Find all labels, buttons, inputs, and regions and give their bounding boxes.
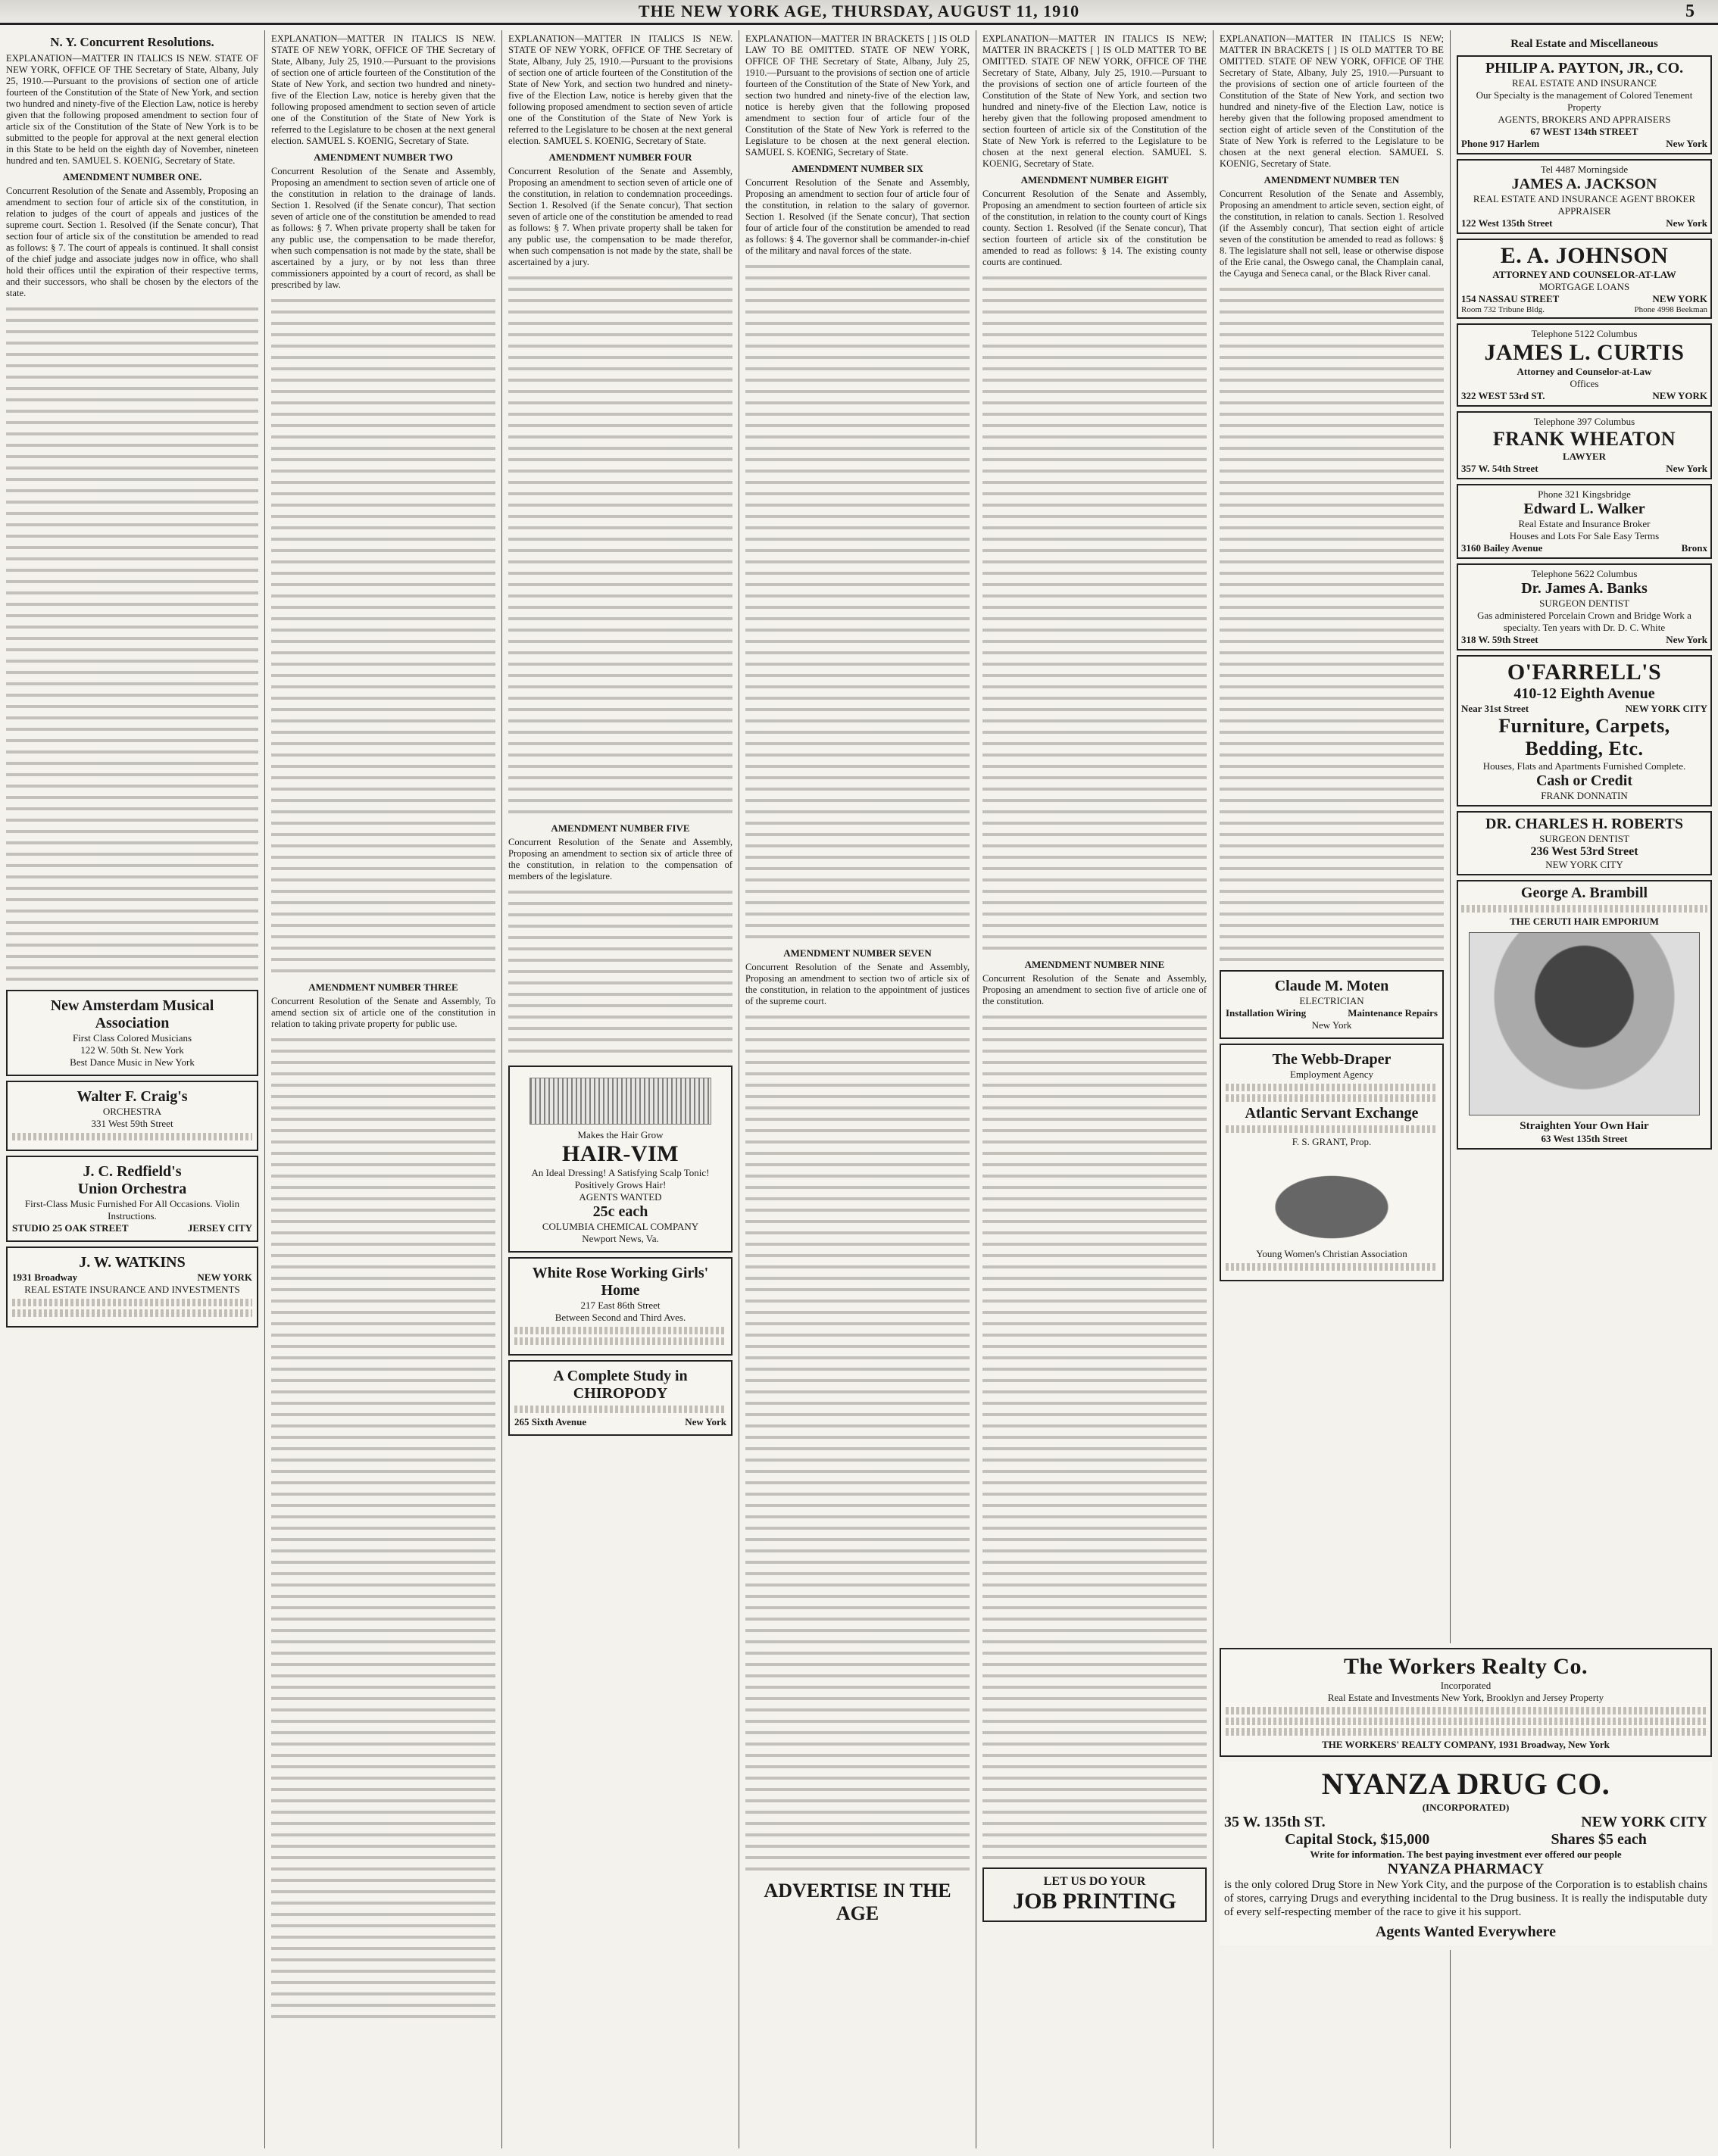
ad-title: FRANK WHEATON — [1492, 428, 1676, 450]
ad-line: LET US DO YOUR — [1043, 1875, 1146, 1888]
ad-company: COLUMBIA CHEMICAL COMPANY — [542, 1221, 699, 1232]
ad-goods: Furniture, Carpets, Bedding, Etc. — [1498, 715, 1670, 760]
ad-subtitle: REAL ESTATE AND INSURANCE — [1512, 77, 1657, 89]
notice-intro: EXPLANATION—MATTER IN ITALICS IS NEW; MATTER IN BRACKETS [ ] IS OLD MATTER TO BE OMITTED. STATE OF NEW YORK, OFFICE OF THE Secretary of State, Albany, July 25, 1910.—Pursuant to the provisions of section one of article fourteen of the Constitution of the State of New York, and section two hundred and ninety-five of the Election Law, notice is hereby given that the following proposed amendment to section fourteen of article six of the Constitution of the State of New York is referred to the Legislature to be chosen at the next general election. SAMUEL S. KOENIG, Secretary of State. — [982, 33, 1207, 169]
ad-shares: Shares $5 each — [1551, 1831, 1647, 1848]
amendment-title: AMENDMENT NUMBER TEN — [1264, 174, 1400, 186]
ad-address: 154 NASSAU STREET — [1461, 293, 1560, 304]
amendment-title: AMENDMENT NUMBER ONE. — [62, 171, 202, 183]
amendment-title: AMENDMENT NUMBER SEVEN — [783, 947, 932, 959]
ad-chiropody — [508, 1360, 732, 1436]
notice-body: Concurrent Resolution of the Senate and Assembly, Proposing an amendment to section fourteen of article six of the constitution, in relation to the county court of Kings county. Section 1. Resolved (if the Senate concur), That section fourteen of article six of the constitution be amended to read as follows: § 14. The existing county courts are continued. — [982, 189, 1207, 267]
ad-phone: Telephone 397 Columbus — [1533, 416, 1635, 427]
ad-watkins — [6, 1246, 258, 1328]
notice-body: Concurrent Resolution of the Senate and Assembly, Proposing an amendment to section four of article six of the constitution, in relation to judges of the court of appeals and justices of the supreme court. Section 1. Resolved (if the Senate concur), That section four of article six of the constitution be amended to read as follows: § 7. The court of appeals is continued. It shall consist of the chief judge and associate judges now in office, who shall hold their offices until the expiration of their respective terms, and their successors, who shall be chosen by the electors of the state. — [6, 186, 258, 298]
notice-body: Concurrent Resolution of the Senate and Assembly, Proposing an amendment to section seven of article one of the constitution in relation to the drainage of lands. Section 1. Resolved (if the Senate concur), That section seven of article one of the constitution be amended to read as follows: § 7. When private property shall be taken for any public use, the compensation to be made therefor, when such compensation is not made by the state, shall be ascertained by a jury, or by not less than three commissioners appointed by a court of record, as shall be prescribed by law. — [271, 166, 495, 290]
ad-terms: Cash or Credit — [1535, 772, 1633, 789]
ad-address: STUDIO 25 OAK STREET — [12, 1222, 129, 1234]
ad-line: Houses, Flats and Apartments Furnished Complete. — [1482, 760, 1686, 772]
ad-city: New York — [1311, 1019, 1352, 1031]
ad-right: Maintenance Repairs — [1348, 1007, 1438, 1019]
bottom-ads — [1214, 1643, 1718, 1950]
ad-footer: THE WORKERS' REALTY COMPANY, 1931 Broadway, New York — [1322, 1739, 1610, 1750]
masthead-title: THE NEW YORK AGE, THURSDAY, AUGUST 11, 1910 — [638, 2, 1080, 20]
ad-title: Dr. James A. Banks — [1521, 580, 1648, 597]
ad-title: George A. Brambill — [1520, 885, 1648, 901]
ad-craig-orchestra — [6, 1081, 258, 1151]
ad-phone: Phone 4998 Beekman — [1634, 305, 1707, 314]
ad-roberts — [1457, 811, 1712, 875]
ad-line: First-Class Music Furnished For All Occasions. Violin Instructions. — [24, 1198, 240, 1222]
ad-hair-vim — [508, 1066, 732, 1253]
ad-title: E. A. JOHNSON — [1500, 243, 1669, 268]
section-header: Real Estate and Miscellaneous — [1510, 38, 1658, 50]
ad-phone: Phone 321 Kingsbridge — [1538, 488, 1631, 500]
ad-address: 3160 Bailey Avenue — [1461, 542, 1543, 554]
ad-city: JERSEY CITY — [187, 1222, 252, 1234]
notice-intro: EXPLANATION—MATTER IN BRACKETS [ ] IS OLD LAW TO BE OMITTED. STATE OF NEW YORK, OFFICE OF THE Secretary of State, Albany, July 25, 1910.—Pursuant to the provisions of section one of article fourteen of the Constitution of the State of New York, and section two hundred and ninety-five of the election law, notice is hereby given that the following proposed amendment to section four of article four of the Constitution of the State of New York is referred to the Legislature to be chosen at the next general election. SAMUEL S. KOENIG, Secretary of State. — [745, 33, 970, 158]
ad-subtitle: Union Orchestra — [77, 1181, 187, 1197]
ad-subtitle: (INCORPORATED) — [1422, 1802, 1510, 1813]
ad-pharmacy: NYANZA PHARMACY — [1387, 1861, 1545, 1877]
amendment-title: AMENDMENT NUMBER THREE — [308, 981, 458, 993]
ad-title: The Workers Realty Co. — [1343, 1654, 1588, 1679]
ad-title: White Rose Working Girls' Home — [532, 1265, 709, 1299]
ad-banks — [1457, 563, 1712, 651]
illegible-text-block — [982, 273, 1207, 954]
ad-tagline: Best Dance Music in New York — [70, 1056, 195, 1068]
illegible-text-block — [508, 887, 732, 1061]
ad-near: Near 31st Street — [1461, 703, 1529, 714]
ad-address: 63 West 135th Street — [1541, 1133, 1628, 1144]
ad-subtitle: Between Second and Third Aves. — [554, 1312, 686, 1323]
amendment-title: AMENDMENT NUMBER FOUR — [548, 151, 692, 163]
ad-line: Our Specialty is the management of Colored Tenement Property — [1476, 89, 1693, 113]
masthead — [0, 0, 1718, 25]
ad-city: NEW YORK — [1652, 390, 1707, 401]
notice-intro: EXPLANATION—MATTER IN ITALICS IS NEW. STATE OF NEW YORK, OFFICE OF THE Secretary of State, Albany, July 25, 1910.—Pursuant to the provisions of section one of article fourteen of the Constitution of the State of New York, and section two hundred and ninety-five of the Election Law, notice is hereby given that the following proposed amendment to section four of article six of the Constitution of the State of New York is to be submitted to the people for approval at the next general election in this State to be held on the eighth day of November, nineteen hundred and ten. SAMUEL S. KOENIG, Secretary of State. — [6, 53, 258, 166]
notice-intro: EXPLANATION—MATTER IN ITALICS IS NEW; MATTER IN BRACKETS [ ] IS OLD MATTER TO BE OMITTED. STATE OF NEW YORK, OFFICE OF THE Secretary of State, Albany, July 25, 1910.—Pursuant to the provisions of section one of article fourteen of the Constitution of the State of New York, and section two hundred and ninety-five of the Election Law, notice is hereby given that the following proposed amendment to section eight of article seven of the Constitution of the State of New York is referred to the Legislature to be chosen at the next general election. SAMUEL S. KOENIG, Secretary of State. — [1220, 33, 1444, 169]
ad-subtitle: REAL ESTATE AND INSURANCE AGENT BROKER APPRAISER — [1473, 193, 1696, 217]
ad-city: NEW YORK — [1652, 293, 1707, 304]
woman-portrait-illustration — [1469, 932, 1700, 1115]
ad-title: Claude M. Moten — [1274, 978, 1389, 994]
ad-subtitle: First Class Colored Musicians — [72, 1032, 192, 1044]
illegible-text-block — [1220, 284, 1444, 966]
illegible-text-block — [6, 304, 258, 985]
illegible-text-block — [745, 261, 970, 943]
ad-line: Real Estate and Investments New York, Brooklyn and Jersey Property — [1327, 1692, 1604, 1703]
section-heading: N. Y. Concurrent Resolutions. — [50, 35, 214, 49]
ad-address: 122 W. 50th St. New York — [80, 1044, 184, 1056]
ad-subtitle: THE CERUTI HAIR EMPORIUM — [1510, 916, 1659, 927]
ad-title: New Amsterdam Musical Association — [50, 997, 214, 1031]
column-1 — [0, 30, 265, 2148]
ad-title: J. C. Redfield's — [83, 1163, 182, 1180]
ad-city: NEW YORK CITY — [1581, 1814, 1707, 1830]
notice-body: Concurrent Resolution of the Senate and Assembly, Proposing an amendment to section seven of article one of the constitution, in relation to condemnation proceedings. Section 1. Resolved (if the Senate concur), That section seven of article one of the constitution be amended to read as follows: § 7. When private property shall be taken for any public use, the compensation to be made therefor, when such compensation is not made by the state, shall be ascertained by a jury. — [508, 166, 732, 267]
ad-claude-moten — [1220, 970, 1444, 1039]
ad-subtitle: SURGEON DENTIST — [1539, 598, 1629, 609]
ad-subtitle: Attorney and Counselor-at-Law — [1517, 366, 1652, 377]
ad-capital: Capital Stock, $15,000 — [1285, 1831, 1430, 1848]
amendment-title: AMENDMENT NUMBER FIVE — [551, 822, 690, 834]
ad-title: HAIR-VIM — [562, 1141, 679, 1166]
amendment-title: AMENDMENT NUMBER EIGHT — [1020, 174, 1169, 186]
ad-walker — [1457, 484, 1712, 559]
ad-line: Houses and Lots For Sale Easy Terms — [1509, 530, 1660, 541]
ad-city: New York — [685, 1416, 726, 1427]
ad-title-2: Straighten Your Own Hair — [1520, 1120, 1649, 1132]
ad-nyanza — [1220, 1761, 1712, 1945]
ad-city: NEW YORK CITY — [1625, 703, 1707, 714]
ad-address: 318 W. 59th Street — [1461, 634, 1538, 645]
page-number: 5 — [1685, 2, 1695, 21]
ad-offices: Offices — [1570, 378, 1599, 389]
job-printing-ad — [982, 1867, 1207, 1922]
advertise-banner: ADVERTISE IN THE AGE — [764, 1880, 951, 1924]
ad-wheaton — [1457, 411, 1712, 479]
ad-line: An Ideal Dressing! A Satisfying Scalp Tonic! Positively Grows Hair! — [531, 1167, 710, 1190]
ad-address: 322 WEST 53rd ST. — [1461, 390, 1545, 401]
notice-body: Concurrent Resolution of the Senate and Assembly, Proposing an amendment to section two of article six of the constitution, in relation to the appointment of justices of the supreme court. — [745, 962, 970, 1006]
ad-address: 265 Sixth Avenue — [514, 1416, 587, 1427]
ad-agents: AGENTS, BROKERS AND APPRAISERS — [1498, 114, 1671, 125]
ad-owner: FRANK DONNATIN — [1541, 790, 1628, 801]
ad-city: Newport News, Va. — [582, 1233, 659, 1244]
ad-city: New York — [1666, 217, 1707, 229]
ad-city: New York — [1666, 463, 1707, 474]
ad-subtitle: ATTORNEY AND COUNSELOR-AT-LAW — [1492, 269, 1676, 280]
ad-redfield-orchestra — [6, 1156, 258, 1242]
ad-subtitle: SURGEON DENTIST — [1539, 833, 1629, 844]
notice-body: Concurrent Resolution of the Senate and Assembly, Proposing an amendment to section five of article one of the constitution. — [982, 973, 1207, 1006]
ad-phone: Tel 4487 Morningside — [1540, 164, 1629, 175]
ad-city: Bronx — [1681, 542, 1707, 554]
ad-address: 357 W. 54th Street — [1461, 463, 1538, 474]
ad-title: JOB PRINTING — [1013, 1889, 1176, 1914]
ad-address: 217 East 86th Street — [580, 1300, 661, 1311]
ad-title: PHILIP A. PAYTON, JR., CO. — [1485, 60, 1684, 76]
ad-price: 25c each — [592, 1203, 648, 1220]
ad-subtitle: Real Estate and Insurance Broker — [1518, 518, 1651, 529]
ad-exchange: Atlantic Servant Exchange — [1245, 1105, 1419, 1122]
ad-room: Room 732 Tribune Bldg. — [1461, 305, 1545, 314]
column-5 — [976, 30, 1214, 2148]
ad-title: Edward L. Walker — [1523, 501, 1645, 517]
ad-title: O'FARRELL'S — [1507, 660, 1662, 685]
ad-info: Write for information. The best paying investment ever offered our people — [1310, 1849, 1622, 1860]
ad-phone: Telephone 5622 Columbus — [1531, 568, 1638, 579]
ad-payton — [1457, 55, 1712, 154]
ad-subtitle: Employment Agency — [1289, 1069, 1374, 1080]
illegible-text-block — [271, 1034, 495, 2019]
ad-city: NEW YORK CITY — [1545, 859, 1623, 870]
ad-brambill — [1457, 880, 1712, 1150]
ad-white-rose-home — [508, 1257, 732, 1356]
ad-title: NYANZA DRUG CO. — [1321, 1767, 1610, 1801]
ad-subtitle: LAWYER — [1562, 451, 1607, 462]
hair-illustration — [529, 1078, 711, 1125]
ad-title: DR. CHARLES H. ROBERTS — [1485, 816, 1683, 832]
ad-title: JAMES L. CURTIS — [1484, 340, 1685, 365]
ad-address: 67 WEST 134th STREET — [1530, 126, 1638, 137]
ad-city: New York — [1666, 138, 1707, 149]
ad-title: A Complete Study in CHIROPODY — [553, 1368, 688, 1402]
ad-subtitle-2: MORTGAGE LOANS — [1538, 281, 1630, 292]
illegible-text-block — [271, 295, 495, 977]
ad-ofarrells — [1457, 655, 1712, 807]
ad-subtitle: Incorporated — [1440, 1680, 1492, 1691]
notice-intro: EXPLANATION—MATTER IN ITALICS IS NEW. STATE OF NEW YORK, OFFICE OF THE Secretary of State, Albany, July 25, 1910.—Pursuant to the provisions of section one of article fourteen of the Constitution of the State of New York, and section two hundred and ninety-five of the Election Law, notice is hereby given that the following proposed amendment to section seven of article one of the Constitution of the State of New York is referred to the Legislature to be chosen at the next general election. SAMUEL S. KOENIG, Secretary of State. — [271, 33, 495, 146]
ad-address: 35 W. 135th ST. — [1224, 1814, 1326, 1830]
illegible-text-block — [508, 273, 732, 818]
notice-body: Concurrent Resolution of the Senate and Assembly, Proposing an amendment to section four of article four of the constitution, in relation to the salary of governor. Section 1. Resolved (if the Senate concur), That section four of article four of the constitution be amended to read as follows: § 4. The governor shall be commander-in-chief of the military and naval forces of the state. — [745, 177, 970, 256]
ad-address: 410-12 Eighth Avenue — [1513, 685, 1655, 702]
column-4 — [739, 30, 976, 2148]
ad-phone: Telephone 5122 Columbus — [1531, 328, 1638, 339]
ad-title: J. W. WATKINS — [79, 1254, 186, 1271]
ad-webb-draper — [1220, 1044, 1444, 1281]
ad-city: New York — [1666, 634, 1707, 645]
illegible-text-block — [982, 1012, 1207, 1860]
column-2 — [265, 30, 502, 2148]
ad-title: JAMES A. JACKSON — [1511, 176, 1657, 192]
ad-left: Installation Wiring — [1226, 1007, 1307, 1019]
hat-illustration — [1233, 1153, 1430, 1243]
ad-curtis — [1457, 323, 1712, 407]
notice-body: Concurrent Resolution of the Senate and Assembly, Proposing an amendment to article seven, section eight, of the constitution, in relation to canals. Section 1. Resolved (if the Assembly concur), That section eight of article seven of the constitution be amended to read as follows: § 8. The legislature shall not sell, lease or otherwise dispose of the Erie canal, the Oswego canal, the Champlain canal, the Cayuga and Seneca canal, or the Black River canal. — [1220, 189, 1444, 279]
ad-agents: Agents Wanted Everywhere — [1375, 1924, 1557, 1940]
ad-tagline: Makes the Hair Grow — [577, 1129, 664, 1140]
illegible-text-block — [745, 1012, 970, 1875]
notice-intro: EXPLANATION—MATTER IN ITALICS IS NEW. STATE OF NEW YORK, OFFICE OF THE Secretary of State, Albany, July 25, 1910.—Pursuant to the provisions of section one of article fourteen of the Constitution of the State of New York, and section two hundred and ninety-five of the Election Law, notice is hereby given that the following proposed amendment to section seven of article one of the Constitution of the State of New York is referred to the Legislature to be chosen at the next general election. SAMUEL S. KOENIG, Secretary of State. — [508, 33, 732, 146]
amendment-title: AMENDMENT NUMBER NINE — [1024, 959, 1165, 970]
ad-subtitle: REAL ESTATE INSURANCE AND INVESTMENTS — [24, 1284, 240, 1295]
ad-workers-realty — [1220, 1648, 1712, 1757]
notice-body: Concurrent Resolution of the Senate and Assembly, To amend section six of article one of the constitution in relation to taking private property for public use. — [271, 996, 495, 1029]
ad-address: 1931 Broadway — [12, 1271, 78, 1283]
ad-address: 122 West 135th Street — [1461, 217, 1553, 229]
ad-johnson — [1457, 239, 1712, 319]
amendment-title: AMENDMENT NUMBER TWO — [314, 151, 453, 163]
ad-title: Walter F. Craig's — [77, 1088, 188, 1105]
notice-body: Concurrent Resolution of the Senate and Assembly, Proposing an amendment to section six of article three of the constitution, in relation to the compensation of members of the legislature. — [508, 837, 732, 881]
ad-address: 236 West 53rd Street — [1530, 845, 1638, 858]
ad-subtitle: ORCHESTRA — [102, 1106, 162, 1117]
ad-jackson — [1457, 159, 1712, 234]
ad-address: 331 West 59th Street — [91, 1118, 173, 1129]
amendment-title: AMENDMENT NUMBER SIX — [792, 163, 923, 174]
ad-subtitle: ELECTRICIAN — [1299, 995, 1364, 1006]
ad-new-amsterdam — [6, 990, 258, 1076]
ad-line: Gas administered Porcelain Crown and Bridge Work a specialty. Ten years with Dr. D. C. White — [1477, 610, 1691, 633]
ad-agents: AGENTS WANTED — [579, 1191, 662, 1203]
ad-ywca: Young Women's Christian Association — [1256, 1248, 1407, 1259]
ad-body: is the only colored Drug Store in New York City, and the purpose of the Corporation is to establish chains of stores, carrying Drugs and everything incidental to the Drug business. It is really the indisputable duty of every self-respecting member of the race to give it his support. — [1224, 1879, 1707, 1918]
ad-owner: F. S. GRANT, Prop. — [1292, 1136, 1372, 1147]
ad-title: The Webb-Draper — [1272, 1051, 1392, 1068]
ad-phone: Phone 917 Harlem — [1461, 138, 1540, 149]
ad-city: NEW YORK — [197, 1271, 252, 1283]
column-3 — [502, 30, 739, 2148]
